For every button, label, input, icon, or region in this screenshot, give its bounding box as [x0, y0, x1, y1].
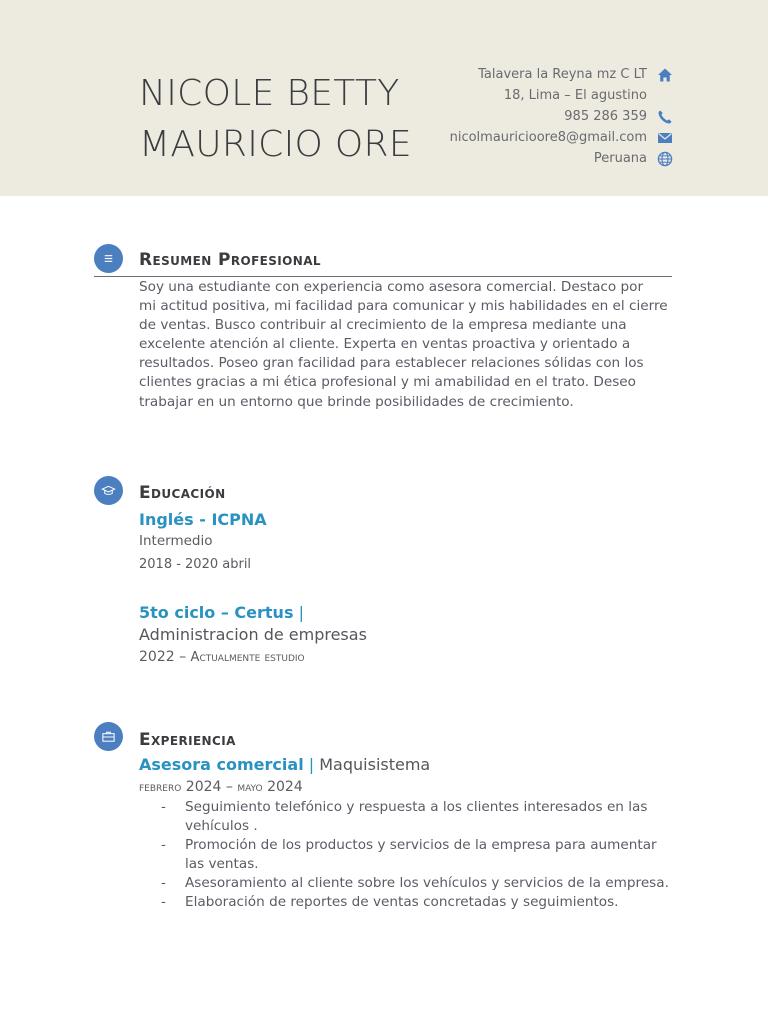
name-line-2: MAURICIO ORE [139, 124, 412, 165]
education-item-title: Inglés - ICPNA [139, 510, 267, 529]
address-row-2 [450, 85, 674, 106]
contact-block [450, 64, 674, 169]
home-icon [656, 66, 674, 84]
summary-line: mi actitud positiva, mi facilidad para comunicar y mis habilidades en el cierre [139, 298, 668, 315]
header-band [0, 0, 768, 196]
list-item: - Asesoramiento al cliente sobre los vehículos y servicios de la empresa. [161, 875, 669, 891]
job-dates: febrero 2024 – mayo 2024 [139, 779, 303, 795]
education-item-dates-2: 2022 – Actualmente estudio [139, 649, 305, 665]
education-item-level: Intermedio [139, 533, 213, 549]
name-line-1: NICOLE BETTY [139, 73, 400, 114]
email-row [450, 127, 674, 148]
education-section [94, 476, 674, 676]
candidate-name [139, 68, 412, 170]
section-divider [94, 276, 672, 277]
address-line-1: Talavera la Reyna mz C LT [478, 67, 647, 82]
education-title: Educación [139, 483, 226, 503]
list-item: - Elaboración de reportes de ventas concretadas y seguimientos. [161, 894, 619, 910]
list-icon [94, 244, 123, 273]
list-item: - Promoción de los productos y servicios de la empresa para aumentar las ventas. [161, 837, 657, 872]
mail-icon [656, 129, 674, 147]
phone-row [450, 106, 674, 127]
address-line-2: 18, Lima – El agustino [503, 88, 647, 103]
education-item-dates: 2018 - 2020 abril [139, 557, 252, 572]
address-row-1 [450, 64, 674, 85]
education-item-field: Administracion de empresas [139, 625, 367, 644]
education-item-title-2: 5to ciclo – Certus | [139, 603, 304, 622]
experience-title: Experiencia [139, 730, 236, 750]
globe-icon [656, 150, 674, 168]
summary-title: Resumen Profesional [139, 250, 321, 270]
nationality-row [450, 148, 674, 169]
summary-line: trabajar en un entorno que brinde posibilidades de crecimiento. [139, 393, 574, 410]
summary-line: de ventas. Busco contribuir al crecimiento de la empresa mediante una [139, 317, 627, 334]
phone-number: 985 286 359 [564, 109, 647, 124]
job-title-row: Asesora comercial | Maquisistema [139, 755, 431, 774]
nationality: Peruana [593, 151, 647, 166]
email-address: nicolmauricioore8@gmail.com [449, 130, 647, 145]
summary-line: Soy una estudiante con experiencia como asesora comercial. Destaco por [139, 279, 644, 295]
summary-text [139, 278, 674, 412]
summary-line: clientes gracias a mi ética profesional y mi amabilidad en el trato. Deseo [139, 374, 636, 391]
summary-line: excelente atención al cliente. Experta en ventas proactiva y orientado a [139, 336, 631, 353]
briefcase-icon [94, 722, 123, 751]
summary-section [94, 244, 674, 424]
phone-icon [656, 108, 674, 126]
graduation-cap-icon [94, 476, 123, 505]
experience-section [94, 722, 674, 922]
summary-line: resultados. Poseo gran facilidad para establecer relaciones sólidas con los [139, 355, 644, 372]
list-item: - Seguimiento telefónico y respuesta a los clientes interesados en las vehículos . [161, 799, 648, 834]
job-duties-list [139, 798, 679, 912]
